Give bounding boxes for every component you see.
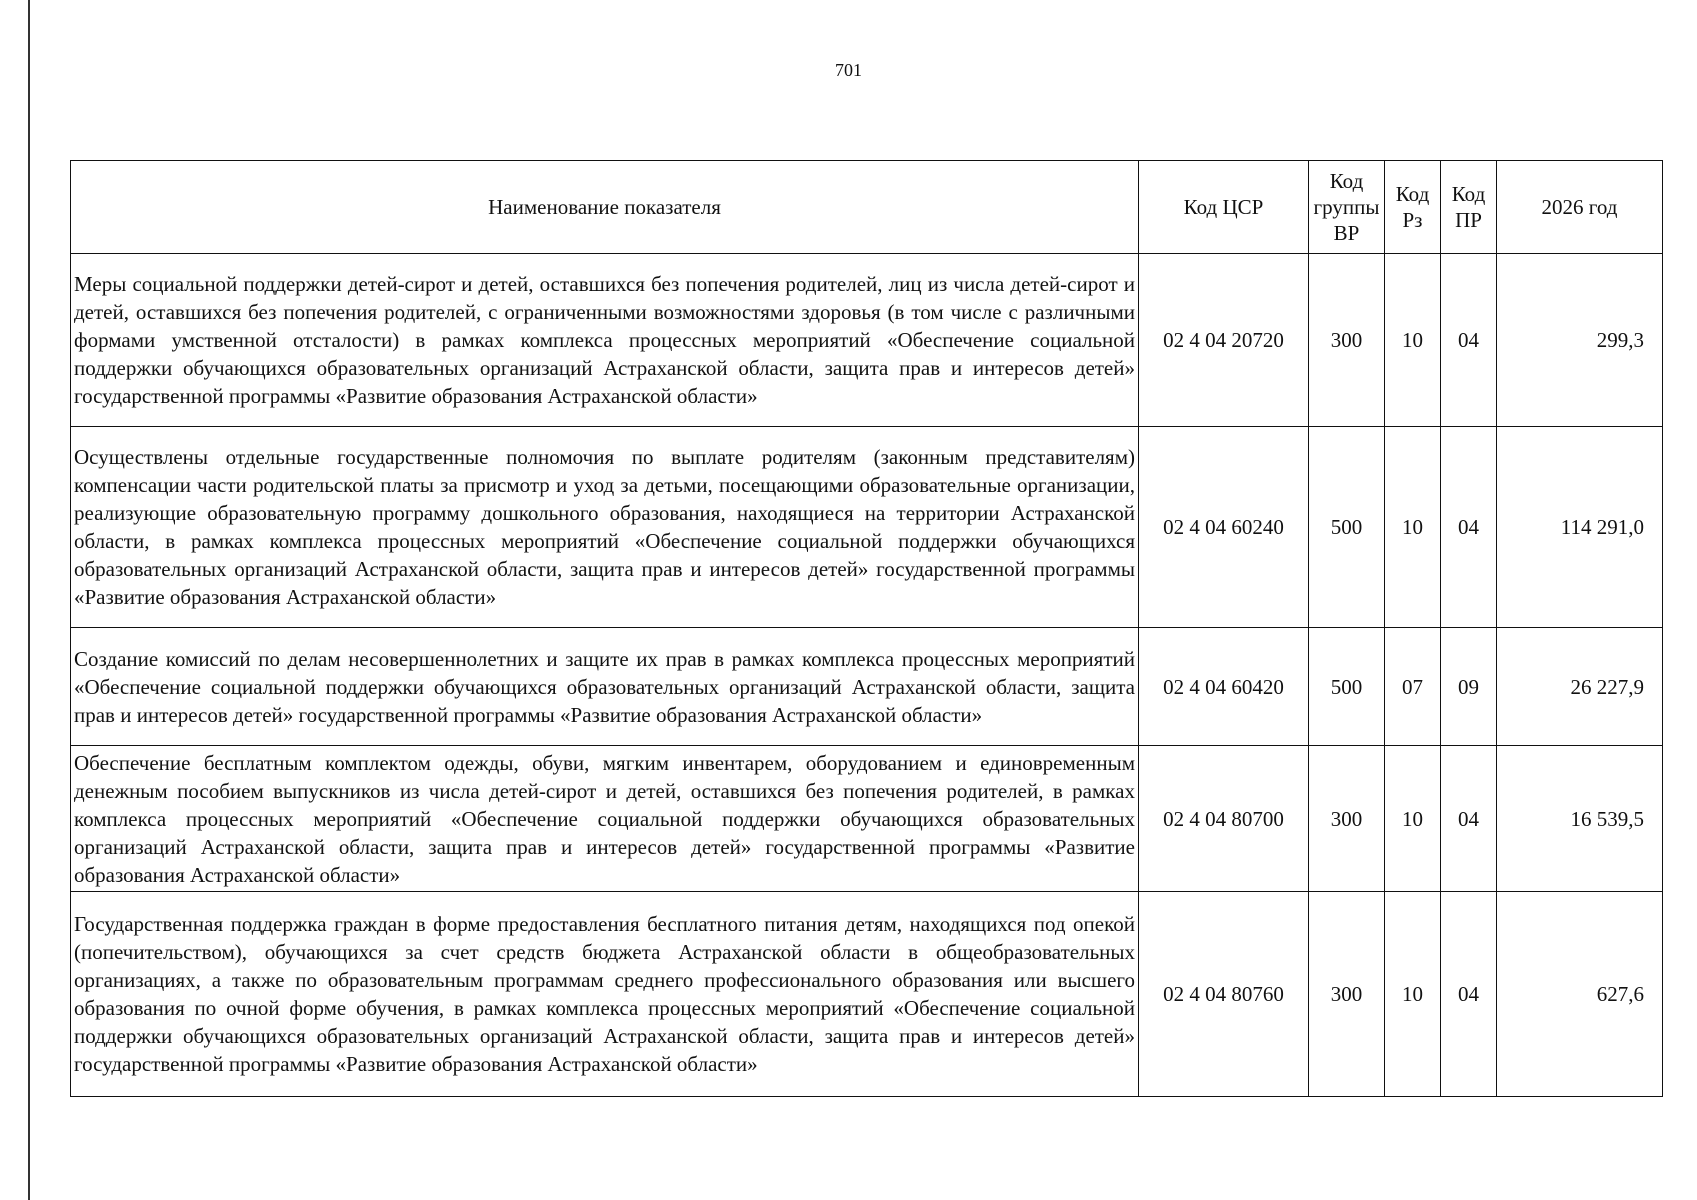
row-vr-code: 500: [1309, 628, 1385, 746]
row-name: Создание комиссий по делам несовершеннолетних и защите их прав в рамках комплекса процессных мероприятий «Обеспечение социальной поддержки обучающихся образовательных организаций Астраханской области, защита прав и интересов детей» государственной программы «Развитие образования Астраханской области»: [71, 628, 1139, 746]
row-name: Меры социальной поддержки детей-сирот и детей, оставшихся без попечения родителей, лиц из числа детей-сирот и детей, оставшихся без попечения родителей, с ограниченными возможностями здоровья (в том числе с различными формами умственной отсталости) в рамках комплекса процессных мероприятий «Обеспечение социальной поддержки обучающихся образовательных организаций Астраханской области, защита прав и интересов детей» государственной программы «Развитие образования Астраханской области»: [71, 254, 1139, 427]
row-pr-code: 04: [1441, 746, 1497, 892]
row-csr-code: 02 4 04 80700: [1139, 746, 1309, 892]
row-csr-code: 02 4 04 80760: [1139, 892, 1309, 1097]
row-amount: 627,6: [1497, 892, 1663, 1097]
row-rz-code: 10: [1385, 892, 1441, 1097]
table-row: [71, 628, 1663, 746]
row-amount: 16 539,5: [1497, 746, 1663, 892]
row-amount: 26 227,9: [1497, 628, 1663, 746]
row-rz-code: 10: [1385, 427, 1441, 628]
header-year-2026: 2026 год: [1497, 161, 1663, 254]
table-header-row: [71, 161, 1663, 254]
table-row: [71, 254, 1663, 427]
row-csr-code: 02 4 04 20720: [1139, 254, 1309, 427]
table-row: [71, 746, 1663, 892]
row-csr-code: 02 4 04 60420: [1139, 628, 1309, 746]
row-rz-code: 10: [1385, 746, 1441, 892]
row-vr-code: 300: [1309, 892, 1385, 1097]
header-pr-code: Код ПР: [1441, 161, 1497, 254]
row-csr-code: 02 4 04 60240: [1139, 427, 1309, 628]
row-amount: 114 291,0: [1497, 427, 1663, 628]
header-vr-code: Код группы ВР: [1309, 161, 1385, 254]
row-amount: 299,3: [1497, 254, 1663, 427]
row-name: Осуществлены отдельные государственные полномочия по выплате родителям (законным представителям) компенсации части родительской платы за присмотр и уход за детьми, посещающими образовательные организации, реализующие образовательную программу дошкольного образования, находящиеся на территории Астраханской области, в рамках комплекса процессных мероприятий «Обеспечение социальной поддержки обучающихся образовательных организаций Астраханской области, защита прав и интересов детей» государственной программы «Развитие образования Астраханской области»: [71, 427, 1139, 628]
header-name: Наименование показателя: [71, 161, 1139, 254]
header-rz-code: Код Рз: [1385, 161, 1441, 254]
row-pr-code: 09: [1441, 628, 1497, 746]
row-pr-code: 04: [1441, 254, 1497, 427]
row-vr-code: 300: [1309, 254, 1385, 427]
row-pr-code: 04: [1441, 892, 1497, 1097]
row-name: Обеспечение бесплатным комплектом одежды, обуви, мягким инвентарем, оборудованием и единовременным денежным пособием выпускников из числа детей-сирот и детей, оставшихся без попечения родителей, в рамках комплекса процессных мероприятий «Обеспечение социальной поддержки обучающихся образовательных организаций Астраханской области, защита прав и интересов детей» государственной программы «Развитие образования Астраханской области»: [71, 746, 1139, 892]
budget-table: [70, 160, 1663, 1097]
table-row: [71, 892, 1663, 1097]
page-number: 701: [835, 60, 862, 80]
header-csr-code: Код ЦСР: [1139, 161, 1309, 254]
row-vr-code: 500: [1309, 427, 1385, 628]
table-row: [71, 427, 1663, 628]
row-rz-code: 07: [1385, 628, 1441, 746]
row-pr-code: 04: [1441, 427, 1497, 628]
row-name: Государственная поддержка граждан в форме предоставления бесплатного питания детям, находящихся под опекой (попечительством), обучающихся за счет средств бюджета Астраханской области в общеобразовательных организациях, а также по образовательным программам среднего профессионального образования или высшего образования по очной форме обучения, в рамках комплекса процессных мероприятий «Обеспечение социальной поддержки обучающихся образовательных организаций Астраханской области, защита прав и интересов детей» государственной программы «Развитие образования Астраханской области»: [71, 892, 1139, 1097]
binding-margin-line: [28, 0, 30, 1200]
row-rz-code: 10: [1385, 254, 1441, 427]
row-vr-code: 300: [1309, 746, 1385, 892]
